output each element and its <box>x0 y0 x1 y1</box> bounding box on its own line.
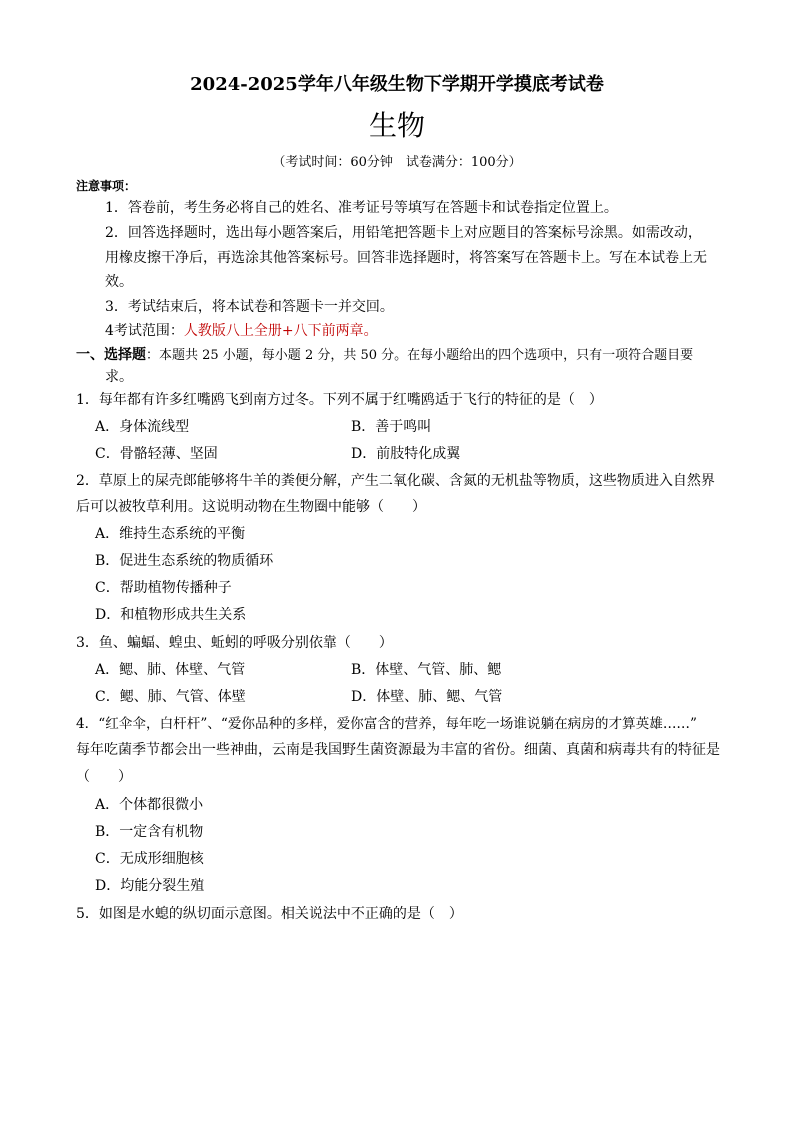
section-1-label: 一、选择题 <box>76 347 146 363</box>
section-1-instructions-cont: 求。 <box>105 369 133 385</box>
question-1-stem: 1．每年都有许多红嘴鸥飞到南方过冬。下列不属于红嘴鸥适于飞行的特征的是（ ） <box>76 392 603 408</box>
notice-item-2-line-3: 效。 <box>105 274 133 290</box>
exam-scope: 人教版八上全册+八下前两章。 <box>183 323 378 339</box>
question-2-stem-line-2: 后可以被牧草利用。这说明动物在生物圈中能够（ ） <box>76 499 426 515</box>
question-1-option-b: B．善于鸣叫 <box>351 419 432 435</box>
question-3-option-b: B．体壁、气管、肺、鳃 <box>351 662 502 678</box>
question-4-option-a: A．个体都很微小 <box>95 797 204 813</box>
notice-heading: 注意事项： <box>76 179 137 193</box>
question-2-option-d: D．和植物形成共生关系 <box>95 607 247 623</box>
question-3-option-d: D．体壁、肺、鳃、气管 <box>351 689 503 705</box>
subject-title: 生物 <box>368 109 425 142</box>
exam-title: 2024-2025学年八年级生物下学期开学摸底考试卷 <box>190 74 604 95</box>
notice-item-4 <box>105 321 378 341</box>
question-1-option-d: D．前肢特化成翼 <box>351 446 461 462</box>
notice-item-2-line-2: 用橡皮擦干净后，再选涂其他答案标号。回答非选择题时，将答案写在答题卡上。写在本试卷上无 <box>105 250 707 266</box>
question-2-option-c: C．帮助植物传播种子 <box>95 580 232 596</box>
question-4-option-b: B．一定含有机物 <box>95 824 204 840</box>
question-4-option-c: C．无成形细胞核 <box>95 851 204 867</box>
question-1-option-a: A．身体流线型 <box>95 419 190 435</box>
notice-item-3: 3．考试结束后，将本试卷和答题卡一并交回。 <box>105 299 394 315</box>
question-1-option-c: C．骨骼轻薄、坚固 <box>95 446 218 462</box>
question-2-option-a: A．维持生态系统的平衡 <box>95 526 246 542</box>
question-2-stem-line-1: 2．草原上的屎壳郎能够将牛羊的粪便分解，产生二氧化碳、含氮的无机盐等物质，这些物质进入自然界 <box>76 473 715 489</box>
question-4-stem-line-1: 4．“红伞伞，白杆杆”、“爱你品种的多样，爱你富含的营养，每年吃一场谁说躺在病房的才算英雄……” <box>76 716 697 732</box>
question-3-option-a: A．鳃、肺、体壁、气管 <box>95 662 246 678</box>
notice-item-2-line-1: 2．回答选择题时，选出每小题答案后，用铅笔把答题卡上对应题目的答案标号涂黑。如需改动， <box>105 225 702 241</box>
question-3-option-c: C．鳃、肺、气管、体壁 <box>95 689 246 705</box>
notice-item-4-prefix: 4考试范围： <box>105 323 184 339</box>
question-2-option-b: B．促进生态系统的物质循环 <box>95 553 274 569</box>
notice-item-1: 1．答卷前，考生务必将自己的姓名、准考证号等填写在答题卡和试卷指定位置上。 <box>105 200 618 216</box>
question-4-option-d: D．均能分裂生殖 <box>95 878 205 894</box>
question-5-stem: 5．如图是水螅的纵切面示意图。相关说法中不正确的是（ ） <box>76 906 463 922</box>
section-1-instructions: ：本题共 25 小题，每小题 2 分，共 50 分。在每小题给出的四个选项中，只有一项符合题目要 <box>146 348 694 363</box>
question-4-stem-line-2: 每年吃菌季节都会出一些神曲，云南是我国野生菌资源最为丰富的省份。细菌、真菌和病毒共有的特征是 <box>76 742 720 758</box>
question-3-stem: 3．鱼、蝙蝠、蝗虫、蚯蚓的呼吸分别依靠（ ） <box>76 635 393 651</box>
section-1-heading <box>76 345 693 366</box>
question-4-stem-line-3: （ ） <box>76 769 132 785</box>
exam-info: （考试时间：60分钟 试卷满分：100分） <box>272 155 522 170</box>
